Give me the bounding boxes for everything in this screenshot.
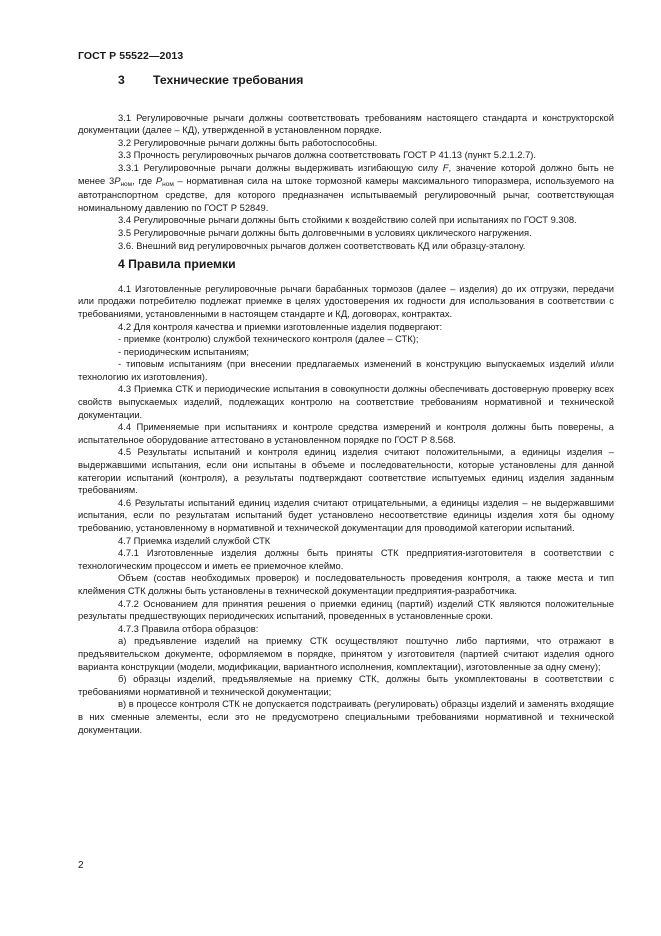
section-title: Технические требования: [153, 73, 304, 87]
symbol-force: F: [442, 161, 449, 173]
paragraph: 3.2 Регулировочные рычаги должны быть работоспособны.: [118, 136, 378, 148]
subscript-nom: ном: [120, 180, 133, 188]
list-item: в) в процессе контроля СТК не допускается подстраивать (регулировать) образцы изделий и заменять входящие в них сменные элементы, если это не предусмотрено специальными требованиями нормативной и технической документации.: [78, 698, 614, 735]
paragraph: 4.7.3 Правила отбора образцов:: [118, 622, 259, 634]
list-item: - приемке (контролю) службой технического контроля (далее – СТК);: [118, 333, 419, 345]
subsection-title: 4.7 Приемка изделий службой СТК: [118, 534, 271, 546]
paragraph: 4.7.1 Изготовленные изделия должны быть приняты СТК предприятия-изготовителя в соответствии с технологическим процессом и иметь ее приемочное клеймо.: [78, 547, 614, 571]
paragraph-formula: [78, 162, 614, 214]
paragraph: 4.2 Для контроля качества и приемки изготовленные изделия подвергают:: [118, 320, 443, 332]
page-number: 2: [78, 860, 84, 871]
paragraph: 4.1 Изготовленные регулировочные рычаги барабанных тормозов (далее – изделия) до их отгрузки, передачи или продажи потребителю подлежат приемке в целях удостоверения их годности для использования в соответствии с требованиями, установленными в настоящем стандарте и КД, договорах, контрактах.: [78, 282, 614, 319]
paragraph: 3.5 Регулировочные рычаги должны быть долговечными в условиях циклического нагружения.: [118, 226, 532, 238]
paragraph: 4.7.2 Основанием для принятия решения о приемки единиц (партий) изделий СТК являются положительные результаты предшествующих периодических испытаний, проведенных в установленные сроки.: [78, 597, 614, 622]
section-number: 3: [118, 73, 125, 87]
text-run: – нормативная сила на штоке тормозной камеры максимального типоразмера, используемого на автотранспортном средстве, для которого предназначен испытываемый регулировочный рычаг, соответствующая номинальному давлению по ГОСТ Р 52849.: [78, 174, 614, 213]
list-item: а) предъявление изделий на приемку СТК осуществляют поштучно либо партиями, что отражают в предъявительском документе, оформляемом в порядке, принятом у изготовителя (партией считают изделия одного варианта конструкции (модели, модификации, вариантного исполнения, комплектации), изготовленные за одну смену);: [78, 635, 614, 672]
symbol-p: P: [114, 174, 121, 186]
subscript-nom: ном: [162, 180, 174, 188]
paragraph: 4.5 Результаты испытаний и контроля единиц изделия считают положительными, а единицы изделия – выдержавшими испытания, если они испытаны в объеме и последовательности, которые установлены для данной категории испытаний (контроля), а результаты подтверждают соответствие испытуемых единиц изделия заданным требованиям.: [78, 446, 614, 496]
list-item: - периодическим испытаниям;: [118, 345, 250, 357]
document-code-header: ГОСТ Р 55522—2013: [78, 50, 184, 62]
document-body: [78, 74, 614, 736]
symbol-p: P: [155, 174, 163, 186]
paragraph: 4.3 Приемка СТК и периодические испытания в совокупности должны обеспечивать достоверную проверку всех свойств выпускаемых изделий, подлежащих контролю на соответствие требованиям нормативной и технической документации.: [78, 383, 614, 420]
list-item: б) образцы изделий, предъявляемые на приемку СТК, должны быть укомплектованы в соответствии с требованиями нормативной и технической документации;: [78, 673, 614, 697]
text-run: , где: [132, 174, 153, 186]
section-4-heading: 4 Правила приемки: [118, 257, 236, 272]
list-item: - типовым испытаниям (при внесении предлагаемых изменений в конструкцию выпускаемых изделий и/или технологию их изготовления).: [78, 358, 614, 382]
text-run: , значение которой должно быть не менее 3: [78, 161, 614, 186]
paragraph: 4.4 Применяемые при испытаниях и контроле средства измерений и контроля должны быть поверены, а испытательное оборудование аттестовано в установленном порядке по ГОСТ Р 8.568.: [78, 421, 614, 445]
paragraph: Объем (состав необходимых проверок) и последовательность проведения контроля, а также места и тип клеймения СТК должны быть установлены в технической документации предприятия-разработчика.: [78, 572, 614, 596]
paragraph: 3.1 Регулировочные рычаги должны соответствовать требованиям настоящего стандарта и конструкторской документации (далее – КД), утвержденной в установленном порядке.: [78, 111, 614, 136]
paragraph: 4.6 Результаты испытаний единиц изделия считают отрицательными, а единицы изделия – не выдержавшими испытания, если по результатам испытаний будет установлено несоответствие единицы изделия хотя бы одному требованию, установленному в нормативной и технической документации для проводимой категории испытаний.: [78, 496, 614, 533]
text-run: 3.3.1 Регулировочные рычаги должны выдерживать изгибающую силу: [118, 161, 438, 173]
paragraph: 3.3 Прочность регулировочных рычагов должна соответствовать ГОСТ Р 41.13 (пункт 5.2.1.2.7).: [118, 149, 537, 161]
section-3-heading: [118, 74, 614, 87]
paragraph: 3.6. Внешний вид регулировочных рычагов должен соответствовать КД или образцу-эталону.: [118, 239, 526, 251]
paragraph: 3.4 Регулировочные рычаги должны быть стойкими к воздействию солей при испытаниях по ГОСТ 9.308.: [118, 214, 577, 226]
